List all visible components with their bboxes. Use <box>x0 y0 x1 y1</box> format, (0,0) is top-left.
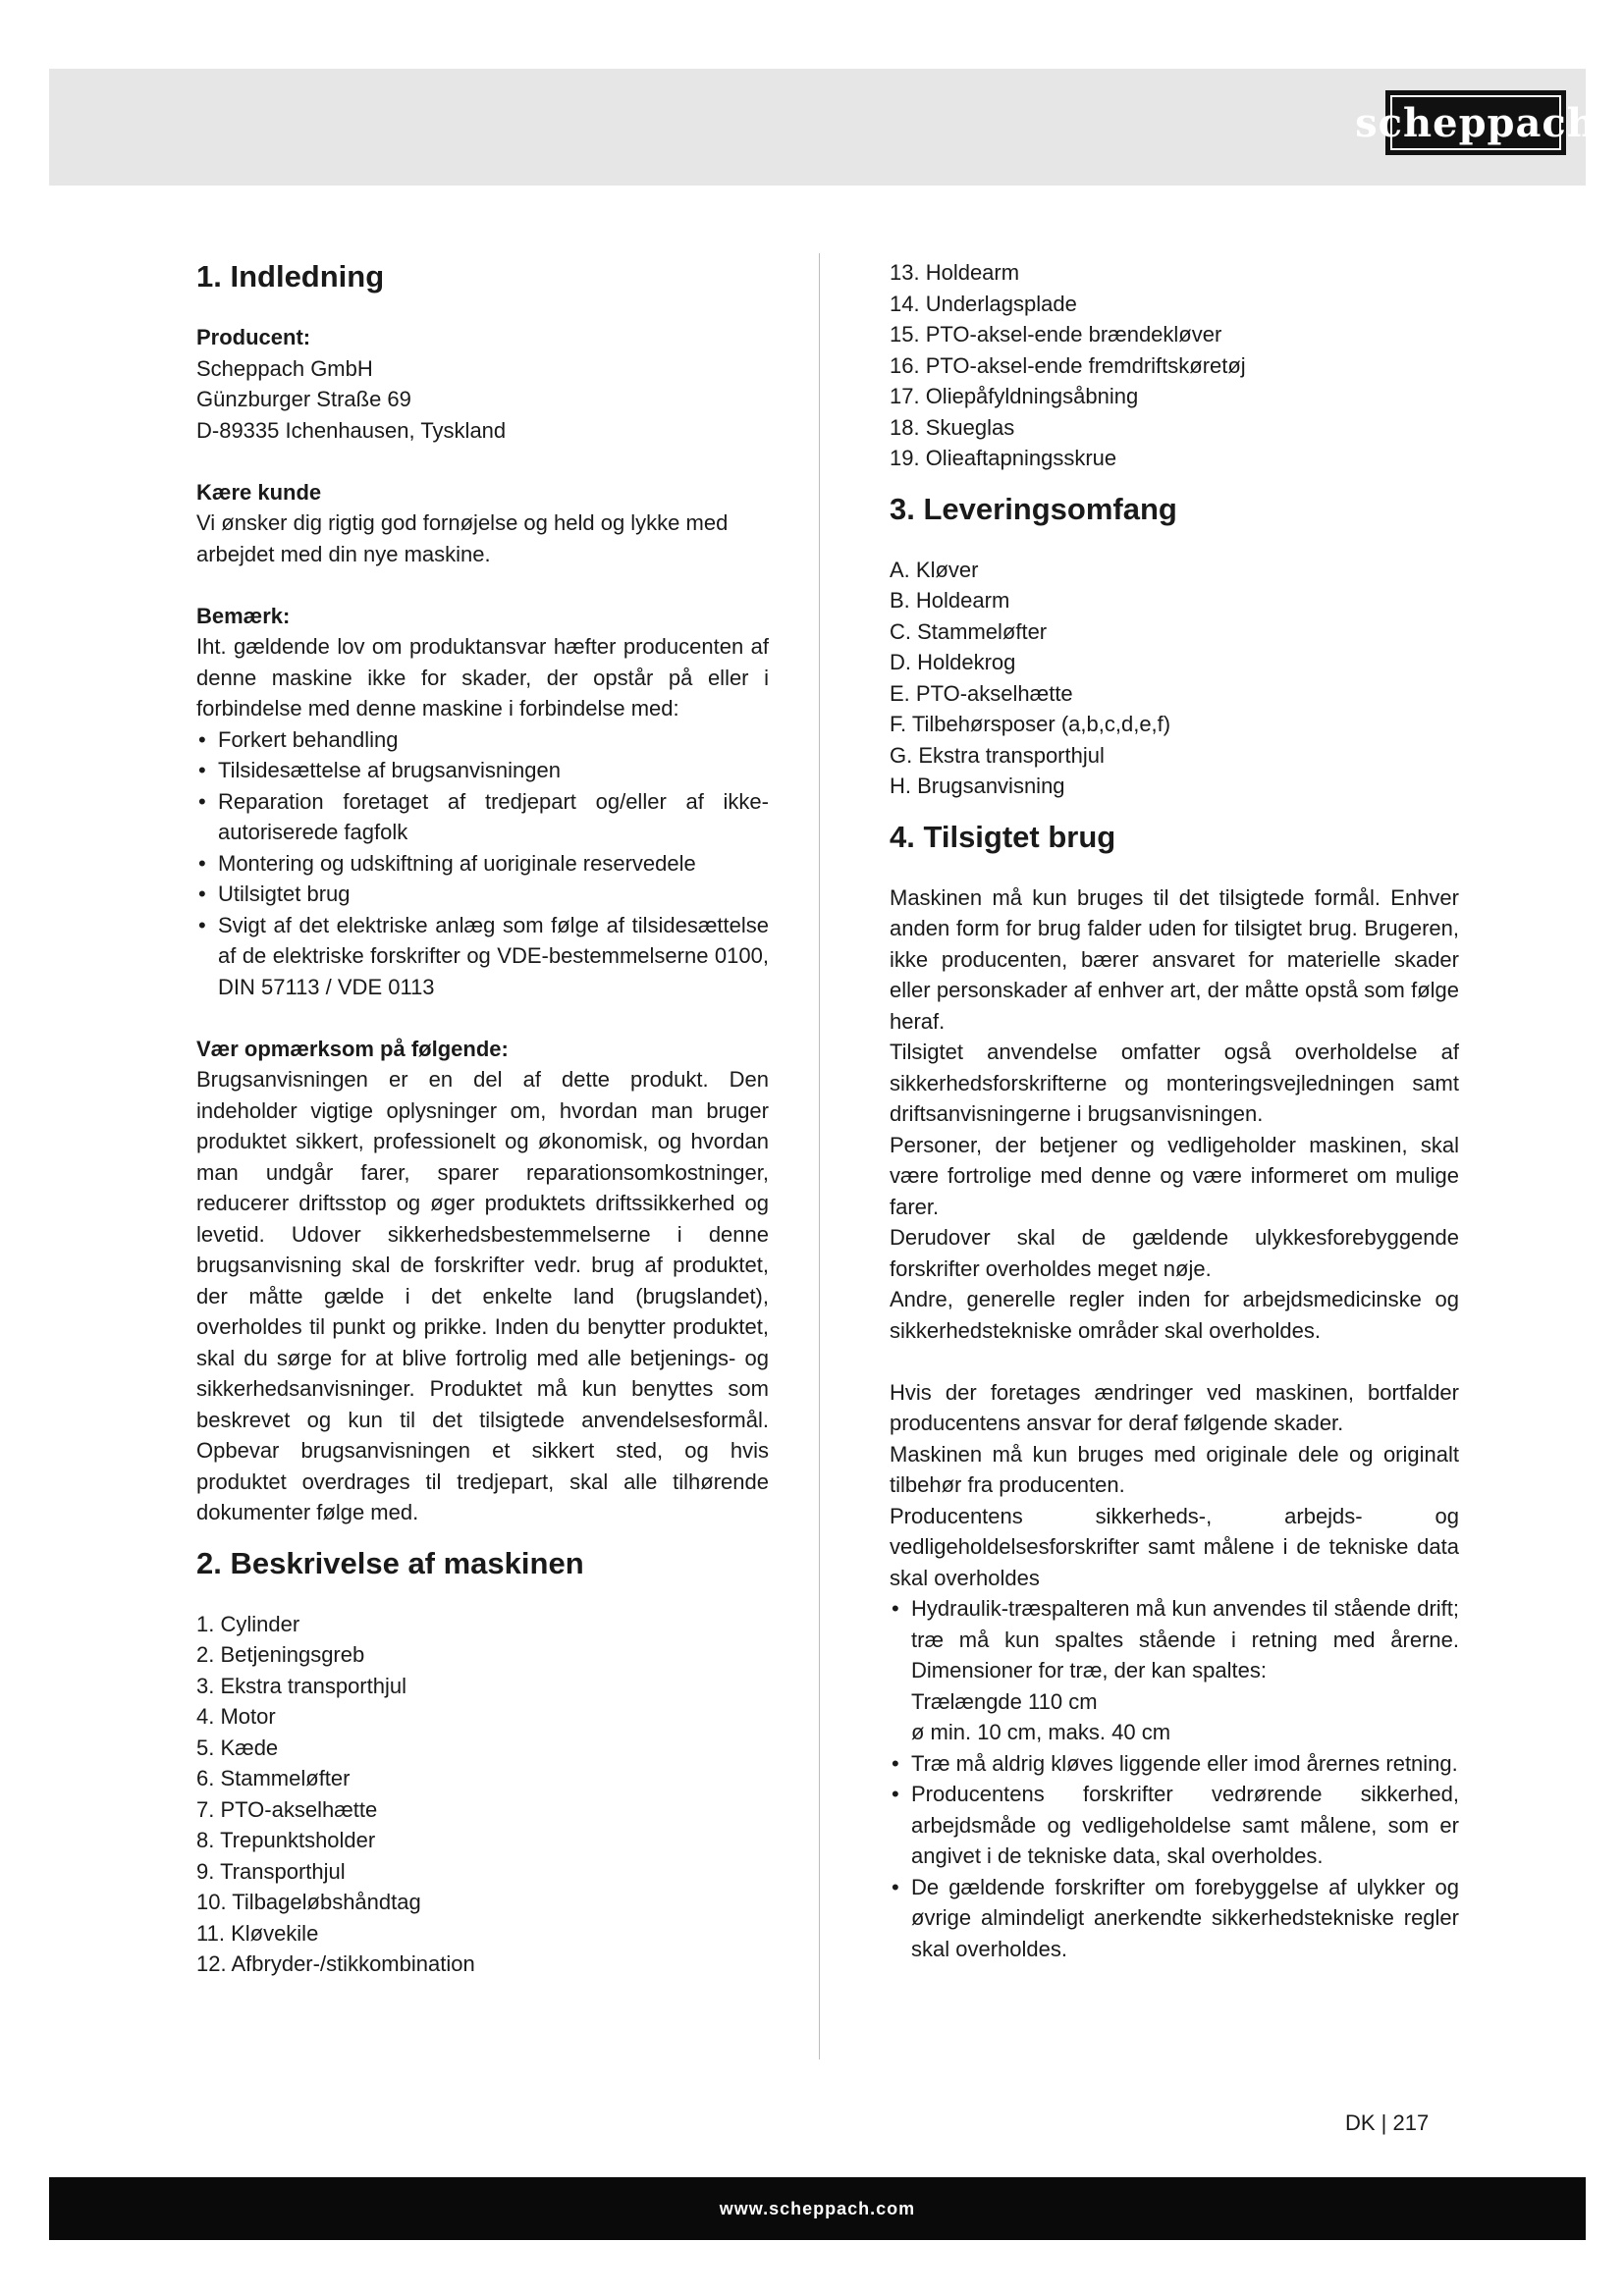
list-item: H. Brugsanvisning <box>890 774 1065 798</box>
list-item: 12. Afbryder-/stikkombination <box>196 1951 475 1976</box>
section-2-title: 2. Beskrivelse af maskinen <box>196 1545 584 1580</box>
list-item: 3. Ekstra transporthjul <box>196 1673 406 1698</box>
parts-list <box>196 1609 769 1980</box>
list-item: 17. Oliepåfyldningsåbning <box>890 384 1139 408</box>
intended-use-paragraph: Personer, der betjener og vedligeholder maskinen, skal være fortrolige med denne og være informeret om mulige farer. <box>890 1132 1459 1219</box>
list-item: 4. Motor <box>196 1704 276 1729</box>
producer-label: Producent: <box>196 325 311 349</box>
producer-line: Scheppach GmbH <box>196 355 373 381</box>
list-item: 16. PTO-aksel-ende fremdriftskøretøj <box>890 352 1246 378</box>
list-item: 13. Holdearm <box>890 260 1020 285</box>
intended-use-paragraph: Tilsigtet anvendelse omfatter også overholdelse af sikkerhedsforskrifterne og monteringsvejledningen samt driftsanvisningerne i brugsanvisningen. <box>890 1040 1459 1126</box>
intended-use-paragraph: Andre, generelle regler inden for arbejdsmedicinske og sikkerhedstekniske områder skal overholdes. <box>890 1287 1459 1343</box>
list-item: • Producentens forskrifter vedrørende sikkerhed, arbejdsmåde og vedligeholdelse samt målene, som er angivet i de tekniske data, skal overholdes. <box>890 1779 1459 1872</box>
list-item: 2. Betjeningsgreb <box>196 1642 365 1667</box>
list-item: G. Ekstra transporthjul <box>890 742 1105 768</box>
producer-line: D-89335 Ichenhausen, Tyskland <box>196 417 507 443</box>
list-item: 6. Stammeløfter <box>196 1766 351 1790</box>
dear-customer-text: Vi ønsker dig rigtig god fornøjelse og held og lykke med arbejdet med din nye maskine. <box>196 510 729 566</box>
list-item: • Reparation foretaget af tredjepart og/eller af ikke-autoriserede fagfolk <box>196 786 769 848</box>
right-column <box>890 257 1459 1964</box>
section-4-title: 4. Tilsigtet brug <box>890 819 1116 854</box>
note-bullet-list <box>196 724 769 1003</box>
list-item <box>890 1593 1459 1748</box>
bullet-text: Trælængde 110 cm <box>911 1688 1098 1714</box>
list-item: 10. Tilbageløbshåndtag <box>196 1890 421 1914</box>
delivery-list <box>890 555 1459 802</box>
page-number: DK | 217 <box>1345 2110 1430 2135</box>
list-item: 11. Kløvekile <box>196 1920 319 1946</box>
list-item: 5. Kæde <box>196 1735 279 1760</box>
list-item: • Træ må aldrig kløves liggende eller imod årernes retning. <box>890 1748 1459 1780</box>
intended-use-paragraph: Maskinen må kun bruges til det tilsigtede formål. Enhver anden form for brug falder uden for tilsigtet brug. Brugeren, ikke producenten, bærer ansvaret for materielle skader eller personskader af enhver art, der måtte opstå som følge heraf. <box>890 884 1459 1034</box>
intended-use-bullets <box>890 1593 1459 1964</box>
producer-line: Günzburger Straße 69 <box>196 387 411 411</box>
list-item: E. PTO-akselhætte <box>890 680 1073 706</box>
list-item: B. Holdearm <box>890 588 1010 613</box>
list-item: 9. Transporthjul <box>196 1858 346 1884</box>
list-item: C. Stammeløfter <box>890 618 1048 644</box>
list-item: 18. Skueglas <box>890 414 1015 440</box>
dear-customer-label: Kære kunde <box>196 479 322 505</box>
list-item: 7. PTO-akselhætte <box>196 1796 378 1822</box>
list-item: • Tilsidesættelse af brugsanvisningen <box>196 755 769 786</box>
section-3-title: 3. Leveringsomfang <box>890 491 1177 526</box>
list-item: 14. Underlagsplade <box>890 291 1077 316</box>
attention-text: Brugsanvisningen er en del af dette produkt. Den indeholder vigtige oplysninger om, hvordan man bruger produktet sikkert, professionelt og økonomisk, og hvordan man undgår farer, sparer reparationsomkostninger, reducerer driftsstop og øger produktets driftssikkerhed og levetid. Udover sikkerhedsbestemmelserne i denne brugsanvisning skal de forskrifter vedr. brug af produktet, der måtte gælde i det enkelte land (brugslandet), overholdes til punkt og prikke. Inden du benytter produktet, skal du sørge for at blive fortrolig med alle betjenings- og sikkerhedsanvisninger. Produktet må kun benyttes som beskrevet og kun til det tilsigtede anvendelsesformål. Opbevar brugsanvisningen et sikkert sted, og hvis produktet overdrages til tredjepart, skal alle tilhørende dokumenter følge med. <box>196 1067 769 1524</box>
list-item: • Forkert behandling <box>196 724 769 756</box>
list-item: 8. Trepunktsholder <box>196 1828 376 1852</box>
footer-bar <box>49 2177 1586 2240</box>
header-band <box>49 69 1597 186</box>
column-divider <box>819 253 820 2059</box>
list-item: 1. Cylinder <box>196 1611 300 1636</box>
list-item: • Montering og udskiftning af uoriginale reservedele <box>196 848 769 880</box>
list-item: • Utilsigtet brug <box>196 879 769 910</box>
list-item: F. Tilbehørsposer (a,b,c,d,e,f) <box>890 712 1171 736</box>
list-item: A. Kløver <box>890 557 979 582</box>
bullet-text: ø min. 10 cm, maks. 40 cm <box>911 1720 1171 1744</box>
note-label: Bemærk: <box>196 603 291 628</box>
note-text: Iht. gældende lov om produktansvar hæfter producenten af denne maskine ikke for skader, der opstår på eller i forbindelse med denne maskine i forbindelse med: <box>196 634 769 721</box>
attention-label: Vær opmærksom på følgende: <box>196 1036 509 1061</box>
list-item: • Svigt af det elektriske anlæg som følge af tilsidesættelse af de elektriske forskrifter og VDE-bestemmelserne 0100, DIN 57113 / VDE 0113 <box>196 910 769 1003</box>
website-link[interactable]: www.scheppach.com <box>719 2198 916 2218</box>
list-item: 19. Olieaftapningsskrue <box>890 446 1117 470</box>
brand-logo: scheppach <box>1385 90 1566 155</box>
bullet-text: Hydraulik-træspalteren må kun anvendes til stående drift; træ må kun spaltes stående i retning med årerne. Dimensioner for træ, der kan spaltes: <box>911 1596 1459 1682</box>
left-column <box>196 257 769 1980</box>
list-item: D. Holdekrog <box>890 650 1016 674</box>
parts-list-continued <box>890 257 1459 474</box>
list-item: • De gældende forskrifter om forebyggelse af ulykker og øvrige almindeligt anerkendte sikkerhedstekniske regler skal overholdes. <box>890 1872 1459 1965</box>
intended-use-paragraph: Hvis der foretages ændringer ved maskinen, bortfalder producentens ansvar for deraf følgende skader. <box>890 1379 1459 1435</box>
section-1-title: 1. Indledning <box>196 259 385 294</box>
intended-use-paragraph: Producentens sikkerheds-, arbejds- og vedligeholdelsesforskrifter samt målene i de tekniske data skal overholdes <box>890 1503 1459 1590</box>
list-item: 15. PTO-aksel-ende brændekløver <box>890 322 1222 347</box>
intended-use-paragraph: Derudover skal de gældende ulykkesforebyggende forskrifter overholdes meget nøje. <box>890 1225 1459 1281</box>
intended-use-paragraph: Maskinen må kun bruges med originale dele og originalt tilbehør fra producenten. <box>890 1441 1459 1497</box>
